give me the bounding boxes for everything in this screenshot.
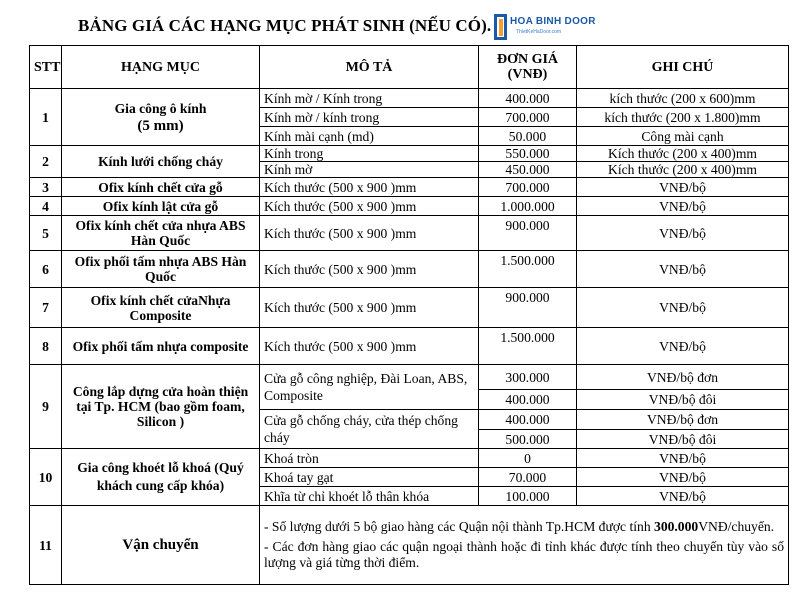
row-stt: 3: [30, 178, 62, 197]
row-note: VNĐ/bộ: [577, 468, 789, 487]
table-row: [30, 251, 789, 288]
door-logo-icon: [494, 14, 507, 40]
row-note: VNĐ/bộ: [577, 487, 789, 506]
logo-name: HOA BINH DOOR: [510, 16, 596, 27]
row-stt: 4: [30, 197, 62, 216]
row-note: VNĐ/bộ đôi: [577, 390, 789, 410]
row-note: VNĐ/bộ: [577, 449, 789, 468]
shipping-note: [260, 506, 789, 585]
row-item: Ofix kính chết cửa nhựa ABS Hàn Quốc: [62, 216, 260, 251]
row-note: Kích thước (200 x 400)mm: [577, 146, 789, 162]
table-header-row: [30, 46, 789, 89]
document-title: BẢNG GIÁ CÁC HẠNG MỤC PHÁT SINH (NẾU CÓ).: [78, 16, 492, 35]
row-stt: 6: [30, 251, 62, 288]
row-price: 400.000: [479, 89, 577, 108]
row-note: VNĐ/bộ: [577, 216, 789, 251]
row-price: 550.000: [479, 146, 577, 162]
shipping-unit: VNĐ/chuyến.: [698, 519, 775, 534]
shipping-price: 300.000: [654, 519, 699, 534]
row-note: Kích thước (200 x 400)mm: [577, 162, 789, 178]
table-row: [30, 449, 789, 468]
row-desc: Kích thước (500 x 900 )mm: [260, 216, 479, 251]
row-item: Ofix phối tấm nhựa ABS Hàn Quốc: [62, 251, 260, 288]
row-price: 700.000: [479, 108, 577, 127]
row-desc: Kích thước (500 x 900 )mm: [260, 178, 479, 197]
row-desc: Cửa gỗ công nghiệp, Đài Loan, ABS, Composite: [260, 365, 479, 410]
row-price: 1.000.000: [479, 197, 577, 216]
row-price: 1.500.000: [479, 328, 577, 365]
row-desc: Kích thước (500 x 900 )mm: [260, 288, 479, 328]
table-row: [30, 216, 789, 251]
row-price: 0: [479, 449, 577, 468]
table-row: [30, 288, 789, 328]
row-note: VNĐ/bộ: [577, 328, 789, 365]
row-stt: 10: [30, 449, 62, 506]
row-note: VNĐ/bộ: [577, 251, 789, 288]
row-price: 400.000: [479, 390, 577, 410]
table-row: [30, 365, 789, 390]
row-price: 400.000: [479, 410, 577, 430]
row-desc: Kính mài cạnh (md): [260, 127, 479, 146]
row-item: Công lắp dựng cửa hoàn thiện tại Tp. HCM (bao gồm foam, Silicon ): [62, 365, 260, 449]
row-desc: Kích thước (500 x 900 )mm: [260, 328, 479, 365]
shipping-note-1-text: - Số lượng dưới 5 bộ giao hàng các Quận nội thành Tp.HCM được tính: [264, 519, 655, 534]
row-item: Ofix kính lật cửa gỗ: [62, 197, 260, 216]
price-table: [29, 45, 789, 585]
row-item-subtitle: (5 mm): [137, 117, 184, 134]
row-note: VNĐ/bộ đôi: [577, 430, 789, 449]
row-item: Ofix kính chết cửa gỗ: [62, 178, 260, 197]
table-row: [30, 328, 789, 365]
header-stt: STT: [30, 46, 62, 89]
row-stt: 7: [30, 288, 62, 328]
row-price: 70.000: [479, 468, 577, 487]
row-note: VNĐ/bộ: [577, 288, 789, 328]
shipping-note-line-1: [264, 519, 784, 535]
row-item: Vận chuyển: [62, 506, 260, 585]
shipping-note-line-2: - Các đơn hàng giao các quận ngoại thành hoặc đi tỉnh khác được tính theo chuyến tùy vào số lượng và giá từng thời điểm.: [264, 539, 784, 570]
row-price: 500.000: [479, 430, 577, 449]
row-stt: 11: [30, 506, 62, 585]
row-note: Công mài cạnh: [577, 127, 789, 146]
row-note: kích thước (200 x 600)mm: [577, 89, 789, 108]
table-row: [30, 146, 789, 162]
row-price: 50.000: [479, 127, 577, 146]
table-row: [30, 197, 789, 216]
header-note: GHI CHÚ: [577, 46, 789, 89]
row-desc: Cửa gỗ chống cháy, cửa thép chống cháy: [260, 410, 479, 449]
row-desc: Kích thước (500 x 900 )mm: [260, 197, 479, 216]
company-logo: [494, 12, 596, 42]
row-item: [62, 89, 260, 146]
row-stt: 5: [30, 216, 62, 251]
row-desc: Khoá tay gạt: [260, 468, 479, 487]
logo-site: ThietKeHaDoor.com: [516, 29, 562, 35]
header-item: HẠNG MỤC: [62, 46, 260, 89]
table-row: [30, 506, 789, 585]
row-price: 900.000: [479, 216, 577, 251]
header-price: ĐƠN GIÁ (VNĐ): [479, 46, 577, 89]
row-desc: Khĩa từ chỉ khoét lỗ thân khóa: [260, 487, 479, 506]
row-price: 450.000: [479, 162, 577, 178]
row-desc: Kính mờ: [260, 162, 479, 178]
row-stt: 8: [30, 328, 62, 365]
row-note: VNĐ/bộ: [577, 178, 789, 197]
table-row: [30, 178, 789, 197]
row-price: 900.000: [479, 288, 577, 328]
row-item: Ofix kính chết cửaNhựa Composite: [62, 288, 260, 328]
row-desc: Kính trong: [260, 146, 479, 162]
row-stt: 2: [30, 146, 62, 178]
row-price: 1.500.000: [479, 251, 577, 288]
row-desc: Kích thước (500 x 900 )mm: [260, 251, 479, 288]
row-price: 700.000: [479, 178, 577, 197]
row-item: Gia công khoét lỗ khoá (Quý khách cung cấp khóa): [62, 449, 260, 506]
row-desc: Kính mờ / kính trong: [260, 108, 479, 127]
row-note: VNĐ/bộ đơn: [577, 365, 789, 390]
row-note: VNĐ/bộ: [577, 197, 789, 216]
header-desc: MÔ TẢ: [260, 46, 479, 89]
row-desc: Kính mờ / Kính trong: [260, 89, 479, 108]
row-stt: 1: [30, 89, 62, 146]
row-desc: Khoá tròn: [260, 449, 479, 468]
row-note: kích thước (200 x 1.800)mm: [577, 108, 789, 127]
table-row: [30, 89, 789, 108]
row-note: VNĐ/bộ đơn: [577, 410, 789, 430]
row-price: 100.000: [479, 487, 577, 506]
row-item-title: Gia công ô kính: [114, 100, 207, 116]
row-price: 300.000: [479, 365, 577, 390]
row-item: Ofix phối tấm nhựa composite: [62, 328, 260, 365]
row-item: Kính lưới chống cháy: [62, 146, 260, 178]
row-stt: 9: [30, 365, 62, 449]
